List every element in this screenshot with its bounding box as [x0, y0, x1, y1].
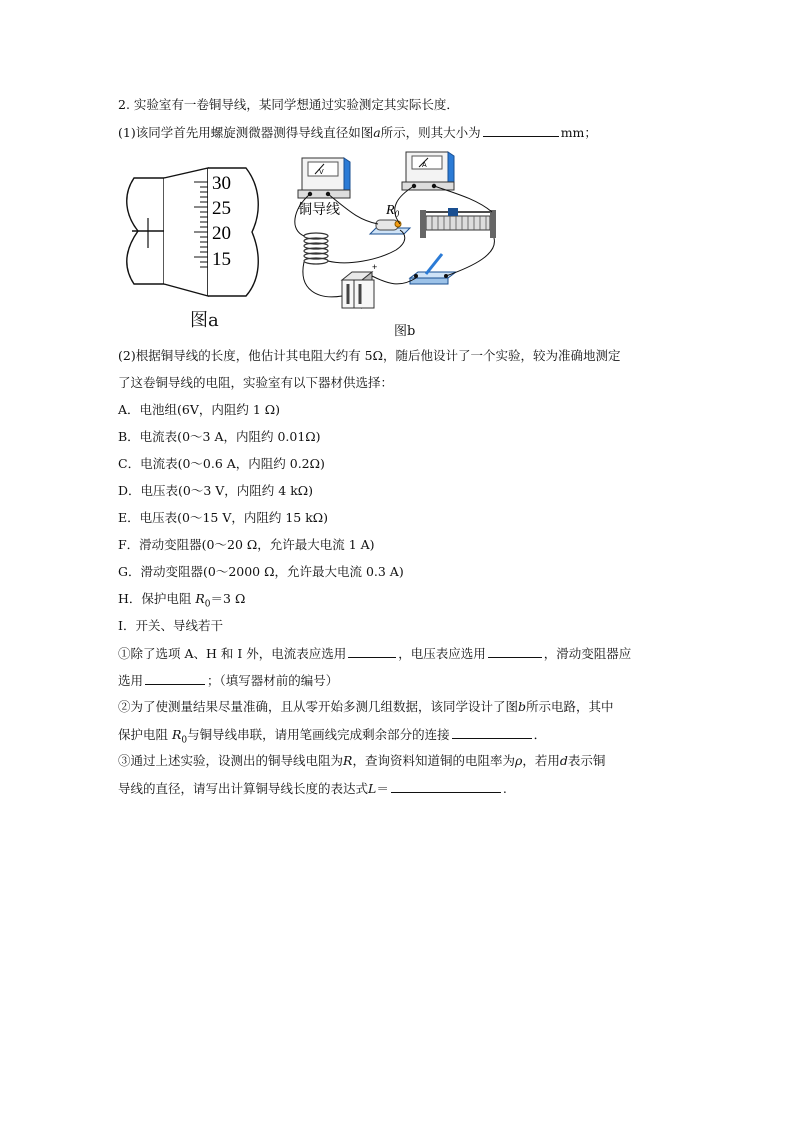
battery-icon	[342, 262, 377, 308]
circuit-figure	[288, 150, 668, 330]
part1-unit: mm；	[560, 125, 597, 140]
figure-a-caption: 图a	[190, 310, 219, 331]
part1-mid: 所示，则其大小为	[380, 125, 481, 140]
answer-blank-length-formula[interactable]	[391, 779, 501, 793]
rheostat-icon	[420, 208, 496, 238]
answer-blank-ammeter[interactable]	[348, 644, 396, 658]
answer-blank-voltmeter[interactable]	[488, 644, 542, 658]
subq2-line2: 保护电阻 $R_0$与铜导线串联，请用笔画线完成剩余部分的连接 ．	[118, 727, 547, 746]
option-c: C．电流表(0～0.6 A，内阻约 0.2Ω)	[118, 456, 325, 471]
part2-line1: (2)根据铜导线的长度，他估计其电阻大约有 5Ω，随后他设计了一个实验，较为准确地测定	[118, 348, 621, 363]
scale-label-25: 25	[212, 198, 231, 219]
copper-coil-icon	[304, 233, 328, 264]
part1-prefix: (1)该同学首先用螺旋测微器测得导线直径如图	[118, 125, 374, 140]
question-title: 2. 实验室有一卷铜导线，某同学想通过实验测定其实际长度．	[118, 97, 459, 112]
subq1-line1: ①除了选项 A、H 和 I 外，电流表应选用 ，电压表应选用 ，滑动变阻器应	[118, 646, 632, 661]
subq2-line1: ②为了使测量结果尽量准确，且从零开始多测几组数据，该同学设计了图b所示电路，其中	[118, 699, 614, 714]
voltmeter-icon	[298, 158, 350, 198]
option-h: H．保护电阻 $R_0=3$ Ω	[118, 591, 246, 610]
ammeter-label: A	[422, 162, 427, 169]
scale-label-30: 30	[212, 173, 231, 194]
subq3-line2: 导线的直径，请写出计算铜导线长度的表达式L＝ .	[118, 781, 507, 796]
r0-label: $R_0$	[386, 203, 400, 219]
option-a: A．电池组(6V，内阻约 1 Ω)	[118, 402, 281, 417]
svg-text:+: +	[372, 262, 378, 272]
option-e: E．电压表(0～15 V，内阻约 15 kΩ)	[118, 510, 329, 525]
scale-label-20: 20	[212, 223, 231, 244]
resistor-r0-icon	[370, 220, 410, 234]
voltmeter-label: V	[319, 169, 324, 176]
subq3-line1: ③通过上述实验，设测出的铜导线电阻为R，查询资料知道铜的电阻率为ρ，若用d表示铜	[118, 753, 606, 768]
part2-line2: 了这卷铜导线的电阻，实验室有以下器材供选择：	[118, 375, 394, 390]
micrometer-figure	[124, 156, 276, 306]
answer-blank-rheostat[interactable]	[145, 671, 205, 685]
scale-label-15: 15	[212, 249, 231, 270]
copper-wire-label: 铜导线	[298, 202, 340, 218]
part1-fig-ref: a	[373, 125, 381, 140]
answer-blank-diameter[interactable]	[483, 123, 559, 137]
option-i: I．开关、导线若干	[118, 618, 223, 633]
option-f: F．滑动变阻器(0～20 Ω，允许最大电流 1 A)	[118, 537, 375, 552]
answer-blank-connection[interactable]	[452, 725, 532, 739]
subq1-line2: 选用 ；（填写器材前的编号）	[118, 673, 339, 688]
figure-b-caption: 图b	[394, 324, 416, 339]
option-b: B．电流表(0～3 A，内阻约 0.01Ω)	[118, 429, 321, 444]
option-d: D．电压表(0～3 V，内阻约 4 kΩ)	[118, 483, 314, 498]
option-g: G．滑动变阻器(0～2000 Ω，允许最大电流 0.3 A)	[118, 564, 404, 579]
part1-line	[118, 123, 597, 142]
switch-icon	[410, 254, 456, 284]
ammeter-icon	[402, 152, 454, 190]
